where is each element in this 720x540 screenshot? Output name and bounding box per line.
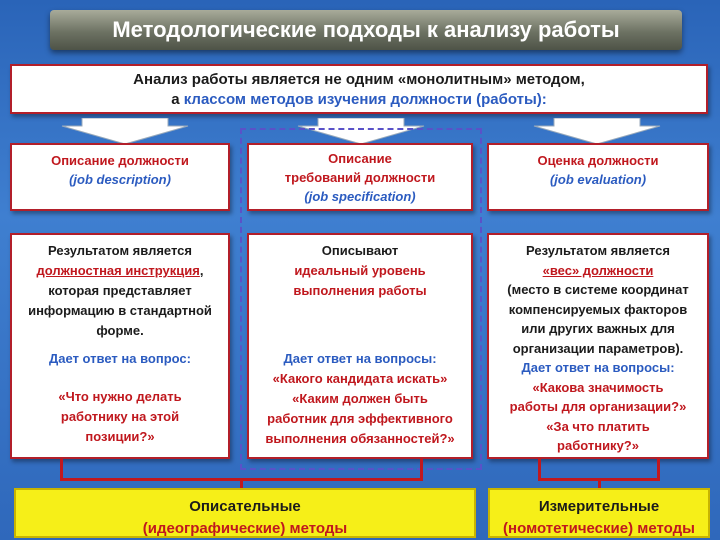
- body-highlight: идеальный уровень: [294, 263, 426, 278]
- header-title: Описание должности: [51, 153, 189, 168]
- answer-line: выполнения обязанностей?»: [265, 431, 455, 446]
- body-highlight: выполнения работы: [293, 283, 427, 298]
- measuring-methods-box: [488, 488, 710, 538]
- header-subtitle: (job description): [69, 172, 171, 187]
- intro-line-1: Анализ работы является не одним «монолитным» методом,: [133, 71, 585, 88]
- down-arrow-icon: [296, 118, 426, 144]
- body-highlight: «вес» должности: [542, 262, 654, 278]
- slide-title: Методологические подходы к анализу работы: [50, 10, 682, 50]
- body-line: Описывают: [321, 243, 399, 258]
- body-line: информацию в стандартной: [28, 303, 212, 318]
- body-line: Результатом является: [48, 243, 192, 258]
- question-label: Дает ответ на вопросы:: [283, 351, 437, 366]
- bottom-subtitle: (номотетические) методы: [503, 520, 695, 537]
- answer-line: работник для эффективного: [267, 411, 453, 426]
- bottom-title: Описательные: [189, 498, 301, 515]
- column-body-description: [10, 233, 230, 459]
- body-line: форме.: [96, 323, 144, 338]
- column-header-specification: [247, 143, 473, 211]
- down-arrow-icon: [532, 118, 662, 144]
- body-line: (место в системе координат: [507, 282, 689, 297]
- answer-line: «Какого кандидата искать»: [272, 371, 448, 386]
- body-line: компенсируемых факторов: [508, 301, 688, 317]
- answer-line: работнику на этой: [60, 409, 180, 424]
- answer-line: работы для организации?»: [509, 399, 687, 414]
- body-highlight: должностная инструкция: [36, 263, 200, 278]
- column-header-evaluation: [487, 143, 709, 211]
- body-text: ,: [199, 263, 204, 278]
- question-label: Дает ответ на вопросы:: [521, 360, 675, 375]
- right-bracket: [538, 459, 660, 481]
- body-line: [12, 261, 228, 281]
- column-body-evaluation: [487, 233, 709, 459]
- down-arrow-icon: [60, 118, 190, 144]
- header-title: Оценка должности: [537, 153, 659, 168]
- answer-line: «Что нужно делать: [58, 389, 182, 404]
- header-subtitle: (job evaluation): [549, 172, 647, 187]
- body-line: организации параметров).: [512, 340, 684, 356]
- intro-line-2: [12, 90, 706, 110]
- descriptive-methods-box: [14, 488, 476, 538]
- answer-line: «Какова значимость: [532, 379, 664, 395]
- answer-line: работнику?»: [557, 438, 639, 453]
- body-line: или других важных для: [521, 321, 675, 336]
- column-body-specification: [247, 233, 473, 459]
- column-header-description: [10, 143, 230, 211]
- body-line: которая представляет: [48, 283, 192, 298]
- bottom-subtitle: (идеографические) методы: [142, 520, 348, 537]
- intro-prefix: а: [171, 91, 184, 108]
- answer-line: «За что платить: [546, 418, 650, 434]
- body-line: Результатом является: [526, 243, 670, 258]
- left-bracket: [60, 459, 423, 481]
- bottom-title: Измерительные: [538, 498, 660, 515]
- header-subtitle: (job specification): [304, 189, 416, 204]
- intro-box: [10, 64, 708, 114]
- answer-line: «Каким должен быть: [292, 391, 428, 406]
- question-label: Дает ответ на вопрос:: [49, 351, 191, 366]
- answer-line: позиции?»: [85, 429, 155, 444]
- intro-highlight: классом методов изучения должности (работы):: [183, 91, 547, 108]
- header-title: Описание: [328, 151, 392, 166]
- header-title-2: требований должности: [284, 170, 436, 185]
